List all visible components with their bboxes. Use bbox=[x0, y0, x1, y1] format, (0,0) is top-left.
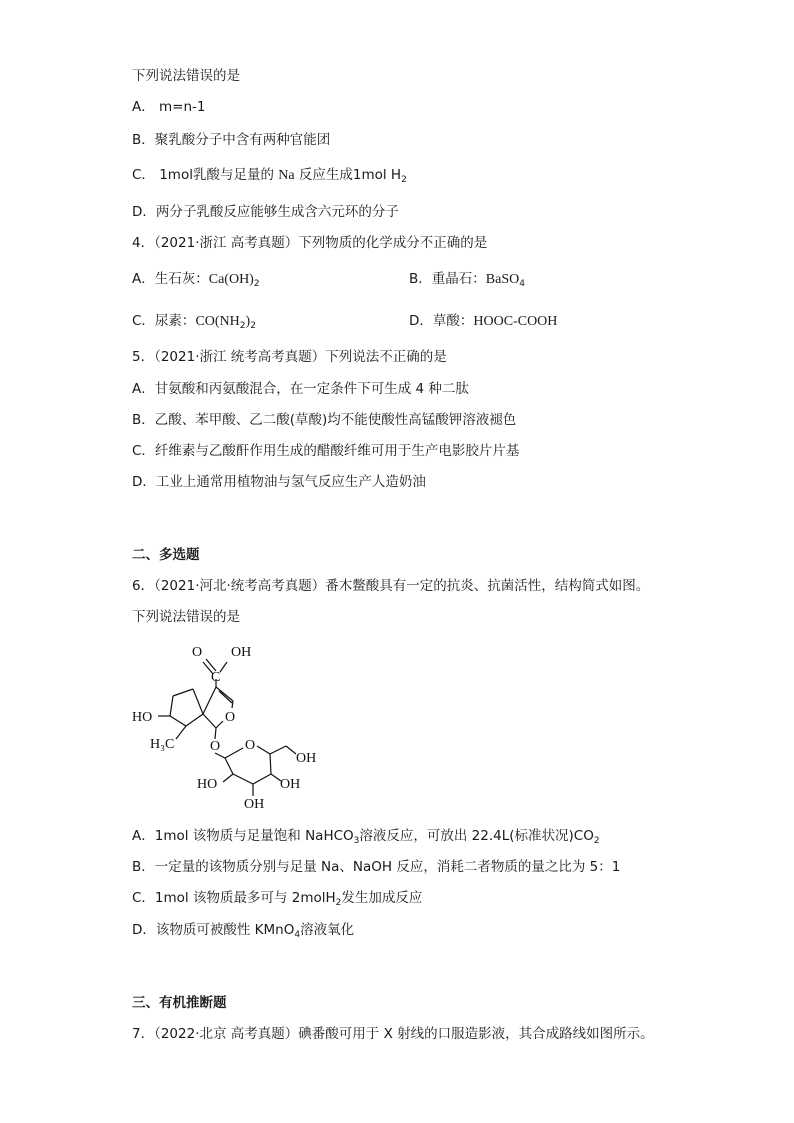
q6-option-c-text2: 发生加成反应 bbox=[341, 890, 423, 906]
label-c-carboxyl: C bbox=[211, 670, 221, 685]
label-o-sugar: O bbox=[245, 738, 256, 753]
q4-option-a-label: A．生石灰： bbox=[132, 271, 209, 287]
q4-option-a-formula: Ca(OH) bbox=[208, 272, 254, 287]
q6-option-a bbox=[132, 827, 600, 845]
q5-stem: 5．（2021·浙江 统考高考真题）下列说法不正确的是 bbox=[132, 349, 447, 365]
q4-option-c bbox=[132, 312, 256, 331]
label-oh-sugar-bottom: OH bbox=[244, 797, 265, 812]
q6-option-d-text2: 溶液氧化 bbox=[300, 922, 355, 938]
q3-option-c-text: C． 1mol乳酸与足量的 bbox=[132, 167, 274, 183]
q5-option-c: C．纤维素与乙酸酐作用生成的醋酸纤维可用于生产电影胶片片基 bbox=[132, 443, 520, 459]
q4-option-c-sub: 2 bbox=[239, 321, 246, 331]
q3-option-b: B．聚乳酸分子中含有两种官能团 bbox=[132, 132, 331, 148]
q4-option-c-sub2: 2 bbox=[250, 321, 256, 331]
q5-option-a: A．甘氨酸和丙氨酸混合，在一定条件下可生成 4 种二肽 bbox=[132, 381, 469, 397]
q6-stem-line2: 下列说法错误的是 bbox=[132, 609, 240, 625]
q4-option-a-sub: 2 bbox=[253, 279, 260, 289]
q6-stem: 6．（2021·河北·统考高考真题）番木鳖酸具有一定的抗炎、抗菌活性，结构简式如图。 bbox=[132, 578, 650, 594]
q4-option-c-formula: CO(NH bbox=[195, 314, 240, 329]
q4-option-c-label: C．尿素： bbox=[132, 313, 196, 329]
q6-option-a-sub2: 2 bbox=[593, 836, 600, 846]
q4-option-d-label: D．草酸： bbox=[409, 313, 474, 329]
q6-option-d-sub: 4 bbox=[294, 930, 301, 940]
q5-option-b: B．乙酸、苯甲酸、乙二酸(草酸)均不能使酸性高锰酸钾溶液褪色 bbox=[132, 412, 517, 428]
q3-option-c-sub: 2 bbox=[401, 175, 407, 185]
label-ho-left: HO bbox=[132, 710, 153, 725]
label-oh-ch2: OH bbox=[296, 751, 317, 766]
q3-option-c-text2: 反应生成1mol H bbox=[298, 167, 402, 183]
section-multiple-choice-title: 二、多选题 bbox=[132, 547, 200, 563]
q4-option-a bbox=[132, 270, 260, 289]
label-oh-acid: OH bbox=[231, 645, 252, 660]
q4-option-b-sub: 4 bbox=[519, 279, 525, 289]
q6-option-a-text2: 溶液反应，可放出 22.4L(标准状况)CO bbox=[359, 828, 594, 844]
label-h3c: H₃C bbox=[150, 737, 175, 752]
q6-option-c bbox=[132, 889, 422, 907]
q4-stem: 4．（2021·浙江 高考真题）下列物质的化学成分不正确的是 bbox=[132, 235, 488, 251]
q4-option-d bbox=[409, 312, 557, 331]
q6-option-a-sub: 3 bbox=[353, 836, 360, 846]
q6-option-c-text: C．1mol 该物质最多可与 2molH bbox=[132, 890, 336, 906]
label-o-ring: O bbox=[225, 710, 236, 725]
q3-option-c bbox=[132, 166, 407, 185]
q3-option-c-na: Na bbox=[278, 168, 295, 183]
q4-option-d-formula: HOOC-COOH bbox=[473, 314, 558, 329]
q7-stem: 7．（2022·北京 高考真题）碘番酸可用于 X 射线的口服造影液，其合成路线如图所示。 bbox=[132, 1026, 654, 1042]
q6-structure-diagram bbox=[128, 636, 328, 816]
section-organic-inference-title: 三、有机推断题 bbox=[132, 995, 227, 1011]
label-oh-sugar-right: OH bbox=[280, 777, 301, 792]
q3-option-a: A． m=n-1 bbox=[132, 99, 206, 115]
q5-option-d: D．工业上通常用植物油与氢气反应生产人造奶油 bbox=[132, 474, 426, 490]
q3-option-d: D．两分子乳酸反应能够生成含六元环的分子 bbox=[132, 204, 399, 220]
q6-option-b: B．一定量的该物质分别与足量 Na、NaOH 反应，消耗二者物质的量之比为 5：1 bbox=[132, 859, 621, 875]
q6-option-a-text: A．1mol 该物质与足量饱和 NaHCO bbox=[132, 828, 354, 844]
q4-option-c-close: ) bbox=[245, 314, 251, 329]
q6-option-d bbox=[132, 921, 354, 939]
label-ho-sugar: HO bbox=[197, 777, 218, 792]
q6-option-c-sub: 2 bbox=[335, 898, 342, 908]
label-o-carbonyl: O bbox=[192, 645, 203, 660]
structure-bonds bbox=[158, 659, 296, 796]
q6-option-d-text: D．该物质可被酸性 KMnO bbox=[132, 922, 295, 938]
q4-option-b-label: B．重晶石： bbox=[409, 271, 486, 287]
label-o-link: O bbox=[210, 739, 221, 754]
q4-option-b bbox=[409, 270, 525, 289]
q3-stem: 下列说法错误的是 bbox=[132, 68, 240, 84]
q4-option-b-formula: BaSO bbox=[485, 272, 520, 287]
